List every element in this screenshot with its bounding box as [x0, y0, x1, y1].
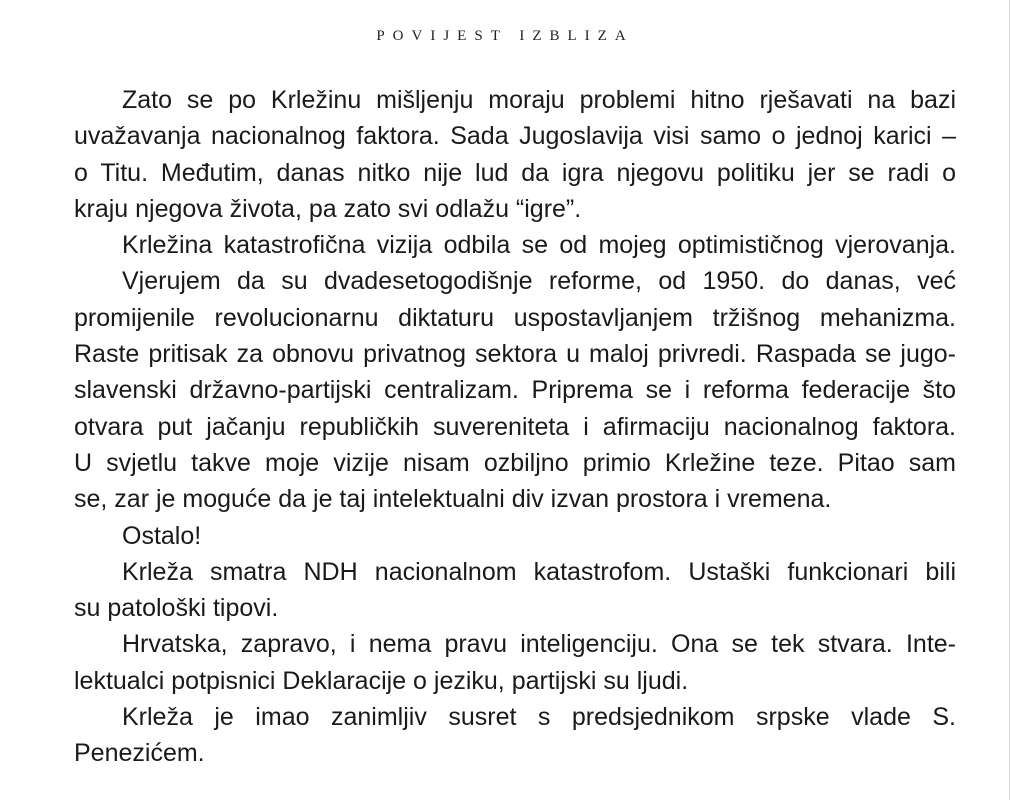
text-line: Raste pritisak za obnovu privatnog sektora u maloj privredi. Raspada se jugo- — [74, 340, 956, 369]
running-head: POVIJEST IZBLIZA — [376, 28, 634, 44]
text-line: lektualci potpisnici Deklaracije o jeziku, partijski su ljudi. — [74, 666, 689, 695]
text-line: o Titu. Međutim, danas nitko nije lud da igra njegovu politiku jer se radi o — [74, 158, 956, 187]
text-line: Zato se po Krležinu mišljenju moraju problemi hitno rješavati na bazi — [122, 86, 956, 114]
text-line: Hrvatska, zapravo, i nema pravu inteligenciju. Ona se tek stvara. Inte- — [122, 630, 956, 659]
text-line: Vjerujem da su dvadesetogodišnje reforme, od 1950. do danas, već — [122, 267, 956, 296]
text-line: otvara put jačanju republičkih suvereniteta i afirmaciju nacionalnog faktora. — [74, 412, 956, 441]
text-line: Ostalo! — [122, 521, 202, 550]
text-line: uvažavanja nacionalnog faktora. Sada Jugoslavija visi samo o jednoj karici – — [74, 122, 956, 151]
text-line: Krleža je imao zanimljiv susret s predsjednikom srpske vlade S. — [122, 703, 956, 732]
text-line: kraju njegova života, pa zato svi odlažu “igre”. — [74, 194, 582, 223]
text-line: Penezićem. — [74, 739, 205, 768]
text-line: Krležina katastrofična vizija odbila se od mojeg optimističnog vjerovanja. — [122, 231, 956, 260]
text-line: U svjetlu takve moje vizije nisam ozbiljno primio Krležine teze. Pitao sam — [74, 448, 956, 477]
text-line: se, zar je moguće da je taj intelektualni div izvan prostora i vremena. — [74, 485, 832, 514]
text-line: promijenile revolucionarnu diktaturu uspostavljanjem tržišnog mehanizma. — [74, 303, 956, 332]
text-line: Krleža smatra NDH nacionalnom katastrofom. Ustaški funkcionari bili — [122, 557, 956, 586]
text-line: slavenski državno-partijski centralizam. Priprema se i reforma federacije što — [74, 376, 956, 405]
text-line: su patološki tipovi. — [74, 594, 279, 623]
body-text — [74, 82, 956, 772]
